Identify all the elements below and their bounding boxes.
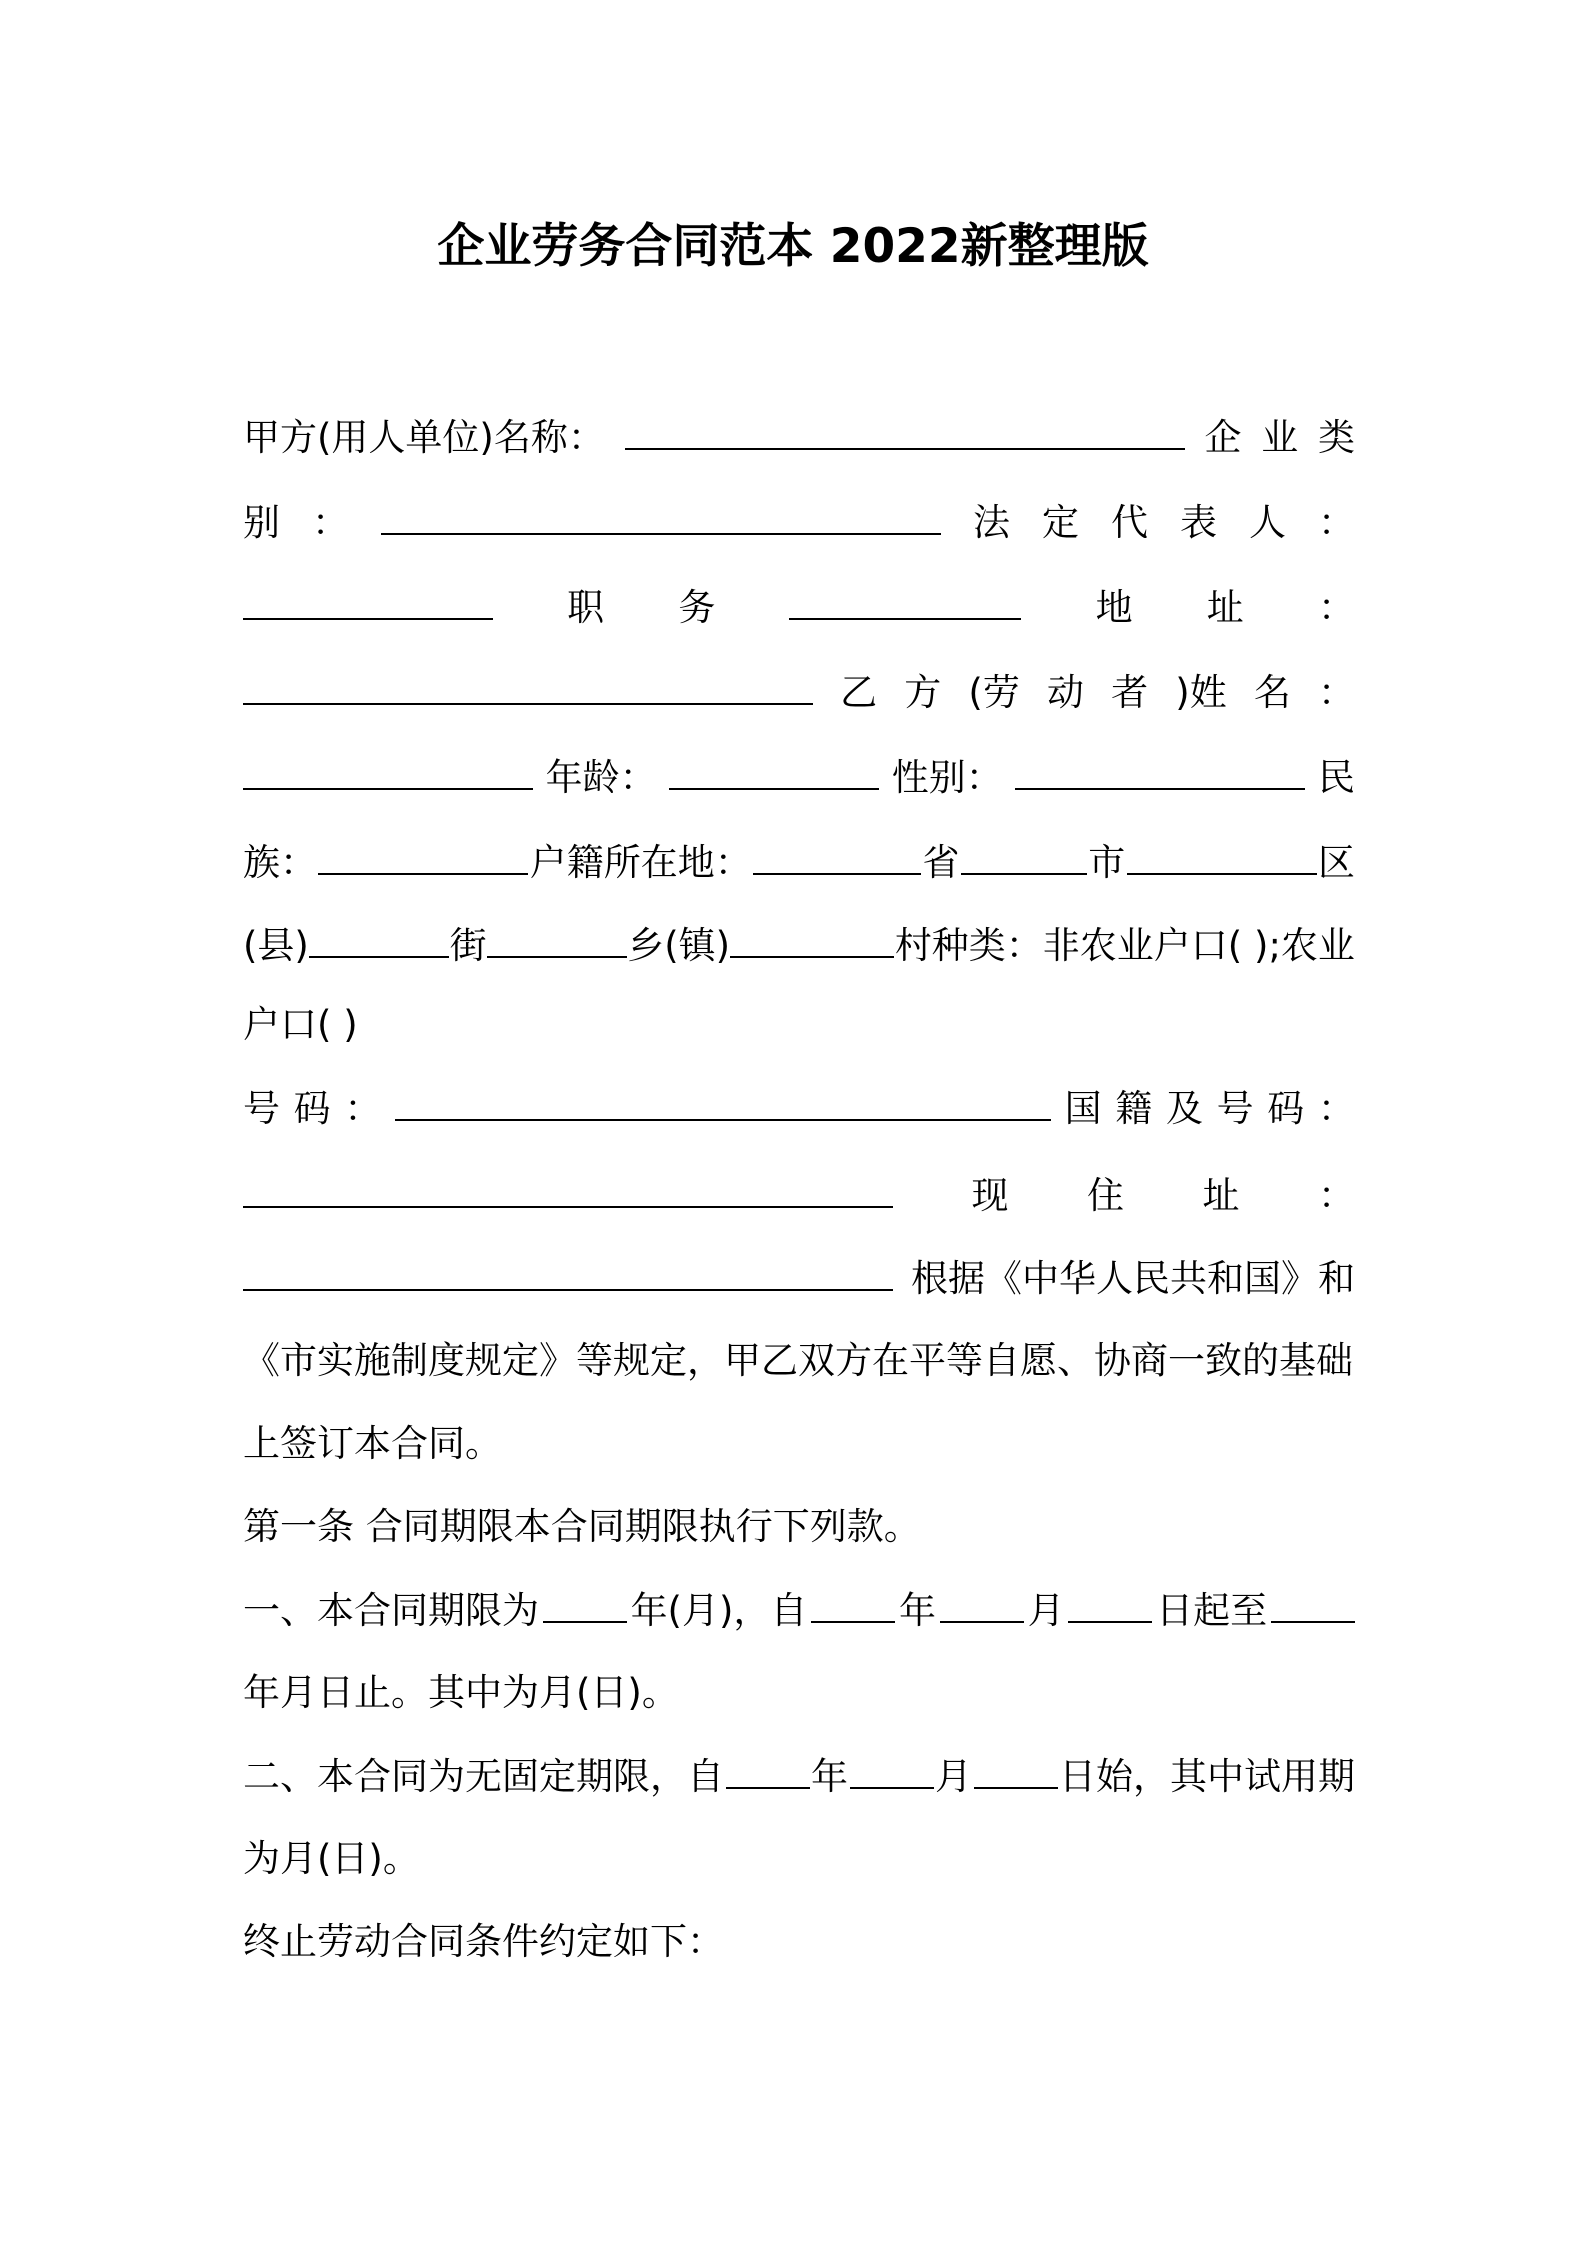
employee-name-line <box>243 667 1355 717</box>
text-fragment: 年(月)，自 <box>630 1589 808 1632</box>
text-fragment: 街 <box>449 924 487 967</box>
age-label: 年龄： <box>545 756 657 799</box>
text-fragment: 乡(镇) <box>627 924 731 967</box>
text-fragment: 民 <box>1317 756 1355 799</box>
employer-name-label: 甲方(用人单位)名称： <box>243 416 605 459</box>
id-number-line <box>243 1083 1355 1133</box>
text-fragment: 月 <box>1027 1589 1065 1632</box>
text-fragment: 月 <box>280 1671 317 1714</box>
text-fragment: 日起至 <box>1156 1589 1268 1632</box>
fixed-term-end-line <box>243 1668 1355 1718</box>
text-fragment: 款。 <box>846 1505 921 1548</box>
residence-field[interactable] <box>243 1253 893 1291</box>
text-fragment: 者 <box>1111 671 1149 714</box>
employer-name-line <box>243 412 1355 462</box>
text-fragment: 二、本合同为无固定期限，自 <box>243 1755 724 1798</box>
text-fragment: 地 <box>1095 586 1133 629</box>
document-title: 企业劳务合同范本 2022新整理版 <box>437 219 1149 274</box>
text-fragment: ： <box>1318 671 1355 714</box>
text-fragment: 户口( ) <box>243 1003 358 1046</box>
enterprise-type-line <box>243 497 1355 547</box>
open-start-month-field[interactable] <box>850 1751 934 1789</box>
county-line <box>243 920 1355 970</box>
text-fragment: ： <box>312 501 349 544</box>
text-fragment: 职 <box>567 586 605 629</box>
text-fragment: 月 <box>935 1755 972 1798</box>
text-fragment: 年 <box>243 1671 280 1714</box>
text-fragment: 《市实施制度规定》等规定，甲乙双方在平等自愿、协商一致的基础 <box>243 1339 1353 1382</box>
city-field[interactable] <box>961 837 1087 875</box>
representative-line <box>243 582 1355 632</box>
province-field[interactable] <box>753 837 921 875</box>
age-field[interactable] <box>669 752 879 790</box>
text-fragment: 年 <box>811 1755 848 1798</box>
text-fragment: 住 <box>1087 1174 1124 1217</box>
text-fragment: 码 <box>1267 1087 1305 1130</box>
text-fragment: 号 <box>1216 1087 1254 1130</box>
fixed-term-line <box>243 1585 1355 1635</box>
text-fragment: 方 <box>904 671 942 714</box>
position-field[interactable] <box>789 582 1021 620</box>
basis-line <box>243 1253 1355 1303</box>
text-fragment: 日始，其中试用期 <box>1059 1755 1355 1798</box>
probation-line <box>243 1834 1355 1884</box>
text-fragment: 为 <box>243 1837 280 1880</box>
enterprise-type-field[interactable] <box>381 497 941 535</box>
text-fragment: 根据《中华人民共和国》和 <box>911 1257 1355 1300</box>
open-start-year-field[interactable] <box>726 1751 810 1789</box>
text-fragment: ： <box>1318 501 1355 544</box>
article-one-line <box>243 1502 1355 1552</box>
termination-line <box>243 1917 1355 1967</box>
residence-line <box>243 1170 1355 1220</box>
employer-name-field[interactable] <box>625 412 1185 450</box>
nationality-field[interactable] <box>243 1170 893 1208</box>
text-fragment: 国 <box>1064 1087 1102 1130</box>
article-one-heading: 第一条 合同期限本合同期限执行下列 <box>243 1505 847 1548</box>
text-fragment: 别 <box>243 501 280 544</box>
text-fragment: (劳 <box>968 671 1020 714</box>
text-fragment: 业 <box>1261 416 1299 459</box>
text-fragment: ： <box>1317 1087 1355 1130</box>
start-month-field[interactable] <box>940 1585 1024 1623</box>
text-fragment: ： <box>344 1087 382 1130</box>
signing-line <box>243 1419 1355 1469</box>
text-fragment: 市 <box>1088 841 1126 884</box>
text-fragment: 月(日)。 <box>280 1837 420 1880</box>
text-fragment: 年 <box>899 1589 936 1632</box>
gender-label: 性别： <box>891 756 1003 799</box>
text-fragment: 代 <box>1111 501 1148 544</box>
town-field[interactable] <box>730 920 894 958</box>
term-length-field[interactable] <box>543 1585 627 1623</box>
text-fragment: 人 <box>1249 501 1286 544</box>
text-fragment: ： <box>1318 1174 1355 1217</box>
ethnicity-label: 族： <box>243 841 317 884</box>
end-year-field[interactable] <box>1271 1585 1355 1623</box>
employee-name-field[interactable] <box>243 752 533 790</box>
household-line <box>243 837 1355 887</box>
address-field[interactable] <box>243 667 813 705</box>
street-field[interactable] <box>487 920 627 958</box>
id-number-field[interactable] <box>395 1083 1051 1121</box>
text-fragment: (县) <box>243 924 309 967</box>
text-fragment: 码 <box>293 1087 331 1130</box>
age-gender-line <box>243 752 1355 802</box>
text-fragment: ： <box>1317 586 1355 629</box>
text-fragment: 址 <box>1206 586 1244 629</box>
household-label: 户籍所在地： <box>529 841 752 884</box>
county-field[interactable] <box>309 920 449 958</box>
representative-field[interactable] <box>243 582 493 620</box>
text-fragment: 区 <box>1318 841 1355 884</box>
text-fragment: 一、本合同期限为 <box>243 1589 539 1632</box>
text-fragment: 乙 <box>840 671 878 714</box>
text-fragment: 月(日)。 <box>539 1671 679 1714</box>
text-fragment: 日止。其中为 <box>317 1671 539 1714</box>
text-fragment: 表 <box>1180 501 1217 544</box>
text-fragment: )姓 <box>1175 671 1227 714</box>
text-fragment: 省 <box>922 841 960 884</box>
text-fragment: 法 <box>973 501 1010 544</box>
ethnicity-field[interactable] <box>318 837 528 875</box>
text-fragment: 动 <box>1047 671 1084 714</box>
text-fragment: 号 <box>243 1087 280 1130</box>
start-year-field[interactable] <box>811 1585 895 1623</box>
text-fragment: 企 <box>1204 416 1242 459</box>
text-fragment: 及 <box>1165 1087 1203 1130</box>
termination-heading: 终止劳动合同条件约定如下： <box>243 1920 724 1963</box>
text-fragment: 上签订本合同。 <box>243 1422 502 1465</box>
household-type-line <box>243 1000 1355 1050</box>
basis-continued-line <box>243 1336 1355 1386</box>
text-fragment: 定 <box>1042 501 1079 544</box>
gender-field[interactable] <box>1015 752 1305 790</box>
open-start-day-field[interactable] <box>974 1751 1058 1789</box>
open-term-line <box>243 1751 1355 1801</box>
text-fragment: 类 <box>1318 416 1355 459</box>
text-fragment: 籍 <box>1115 1087 1153 1130</box>
text-fragment: 现 <box>971 1174 1009 1217</box>
text-fragment: 名 <box>1253 671 1291 714</box>
district-field[interactable] <box>1127 837 1317 875</box>
household-type-text: 村种类：非农业户口( );农业 <box>894 924 1355 967</box>
start-day-field[interactable] <box>1068 1585 1152 1623</box>
text-fragment: 址 <box>1202 1174 1240 1217</box>
text-fragment: 务 <box>678 586 716 629</box>
